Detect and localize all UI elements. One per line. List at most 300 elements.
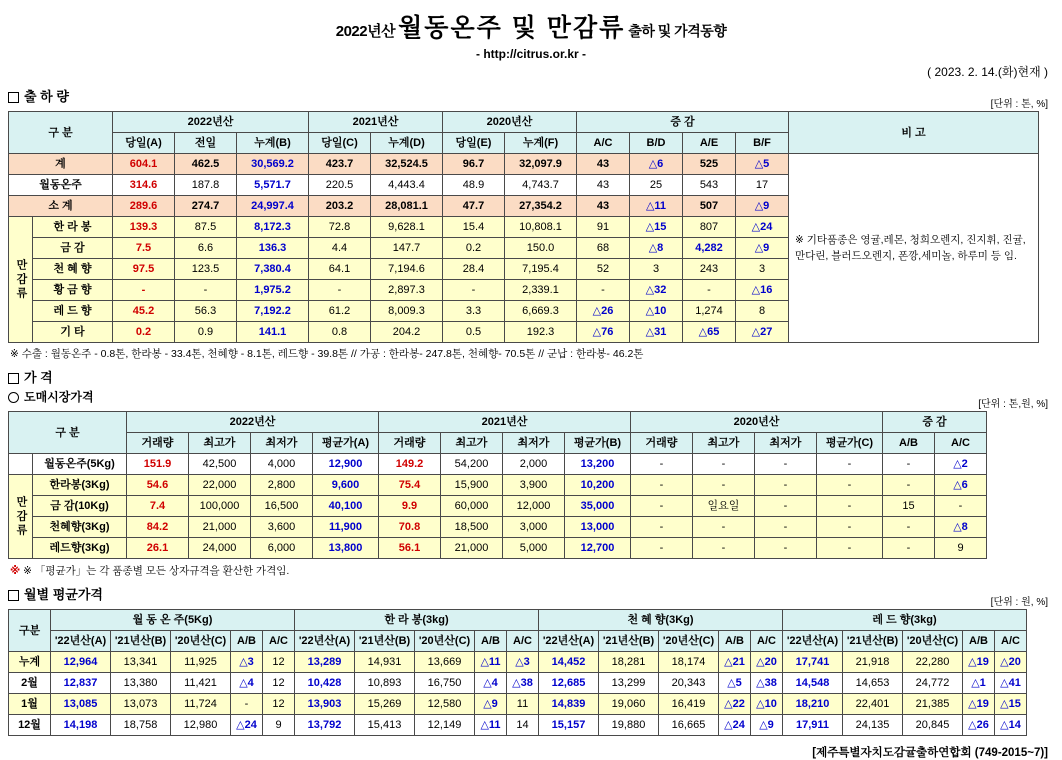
table-cell: 21,000 xyxy=(189,517,251,538)
table-cell: 12,700 xyxy=(565,538,631,559)
table-cell: △41 xyxy=(995,673,1027,694)
table-cell: - xyxy=(883,475,935,496)
monthly-subheader: A/C xyxy=(263,631,295,652)
table-cell: △20 xyxy=(751,652,783,673)
table-cell: 72.8 xyxy=(309,217,371,238)
table-cell: 21,918 xyxy=(843,652,903,673)
table-cell: △11 xyxy=(475,652,507,673)
footer-signature: [제주특별자치도감귤출하연합회 (749-2015~7)] xyxy=(812,747,1048,759)
table-cell: 15.4 xyxy=(443,217,505,238)
table-cell: 15,413 xyxy=(355,715,415,736)
table-cell: 28.4 xyxy=(443,259,505,280)
table-cell: △9 xyxy=(751,715,783,736)
section-wholesale-label: 도매시장가격 xyxy=(24,390,94,404)
table-cell: △11 xyxy=(475,715,507,736)
table-cell: 0.9 xyxy=(175,322,237,343)
shipment-header-2020: 2020년산 xyxy=(443,112,577,133)
shipment-header-2022: 2022년산 xyxy=(113,112,309,133)
table-cell: 15,900 xyxy=(441,475,503,496)
table-cell: △9 xyxy=(736,196,789,217)
price-unit-note: [단위 : 톤,원, %] xyxy=(978,399,1048,410)
monthly-subheader: '20년산(C) xyxy=(171,631,231,652)
source-url: - http://citrus.or.kr - xyxy=(475,47,586,61)
monthly-subheader: '22년산(A) xyxy=(51,631,111,652)
table-cell: △76 xyxy=(577,322,630,343)
table-cell: - xyxy=(309,280,371,301)
table-cell: 11,925 xyxy=(171,652,231,673)
table-cell: 9,600 xyxy=(313,475,379,496)
table-cell: 12 xyxy=(263,673,295,694)
price-header-2021: 2021년산 xyxy=(379,412,631,433)
table-cell: △65 xyxy=(683,322,736,343)
table-cell: 6.6 xyxy=(175,238,237,259)
table-cell: - xyxy=(817,454,883,475)
price-subheader: 최저가 xyxy=(251,433,313,454)
monthly-header-group: 월 동 온 주(5Kg) xyxy=(51,610,295,631)
monthly-subheader: A/C xyxy=(507,631,539,652)
table-cell: 543 xyxy=(683,175,736,196)
table-cell: △9 xyxy=(475,694,507,715)
table-cell: 45.2 xyxy=(113,301,175,322)
table-cell: 13,800 xyxy=(313,538,379,559)
table-cell: 9.9 xyxy=(379,496,441,517)
shipment-unit-note: [단위 : 톤, %] xyxy=(990,99,1048,110)
table-cell: 48.9 xyxy=(443,175,505,196)
table-cell: 150.0 xyxy=(505,238,577,259)
table-cell: - xyxy=(577,280,630,301)
monthly-subheader: '22년산(A) xyxy=(783,631,843,652)
table-cell: - xyxy=(817,517,883,538)
row-group-label-mangam: 만감류 xyxy=(9,217,33,343)
table-cell: △11 xyxy=(630,196,683,217)
table-cell: 11,724 xyxy=(171,694,231,715)
table-cell: 8,172.3 xyxy=(237,217,309,238)
table-cell: 4.4 xyxy=(309,238,371,259)
price-subheader: 최고가 xyxy=(189,433,251,454)
table-cell: 64.1 xyxy=(309,259,371,280)
table-cell: 12,980 xyxy=(171,715,231,736)
table-cell: 9,628.1 xyxy=(371,217,443,238)
table-cell: 22,000 xyxy=(189,475,251,496)
table-cell: 10,428 xyxy=(295,673,355,694)
table-cell: △3 xyxy=(231,652,263,673)
table-cell: 32,524.5 xyxy=(371,154,443,175)
monthly-header-division: 구분 xyxy=(9,610,51,652)
table-cell: △3 xyxy=(507,652,539,673)
row-label: 소 계 xyxy=(9,196,113,217)
table-cell: 30,569.2 xyxy=(237,154,309,175)
table-cell: 24,772 xyxy=(903,673,963,694)
table-cell: - xyxy=(693,454,755,475)
table-cell: 47.7 xyxy=(443,196,505,217)
table-cell: △16 xyxy=(736,280,789,301)
monthly-subheader: A/B xyxy=(231,631,263,652)
table-cell: 28,081.1 xyxy=(371,196,443,217)
table-cell: △4 xyxy=(231,673,263,694)
table-cell: △2 xyxy=(935,454,987,475)
table-cell: 56.3 xyxy=(175,301,237,322)
table-cell: 12,900 xyxy=(313,454,379,475)
table-cell: 11,421 xyxy=(171,673,231,694)
table-cell: 13,669 xyxy=(415,652,475,673)
table-cell: 3.3 xyxy=(443,301,505,322)
table-cell: △38 xyxy=(507,673,539,694)
table-cell: 17,741 xyxy=(783,652,843,673)
price-subheader: 최고가 xyxy=(693,433,755,454)
table-cell: 24,997.4 xyxy=(237,196,309,217)
table-row xyxy=(9,154,1039,175)
table-cell: - xyxy=(755,517,817,538)
table-cell: - xyxy=(817,496,883,517)
table-cell: 1,274 xyxy=(683,301,736,322)
table-cell: 4,743.7 xyxy=(505,175,577,196)
shipment-subheader-ac: A/C xyxy=(577,133,630,154)
table-cell: 15,269 xyxy=(355,694,415,715)
table-cell: 4,000 xyxy=(251,454,313,475)
price-header-change: 증 감 xyxy=(883,412,987,433)
price-subheader: 최저가 xyxy=(755,433,817,454)
section-monthly-label: 월별 평균가격 xyxy=(24,587,103,602)
table-cell: △14 xyxy=(995,715,1027,736)
monthly-subheader: '22년산(A) xyxy=(295,631,355,652)
table-cell: 462.5 xyxy=(175,154,237,175)
monthly-subheader: A/B xyxy=(963,631,995,652)
monthly-subheader: '21년산(B) xyxy=(843,631,903,652)
table-cell: 91 xyxy=(577,217,630,238)
table-row xyxy=(9,694,1027,715)
shipment-subheader-b: 누계(B) xyxy=(237,133,309,154)
table-cell: 18,500 xyxy=(441,517,503,538)
price-subheader: A/B xyxy=(883,433,935,454)
price-subheader: 거래량 xyxy=(127,433,189,454)
row-label: 월동온주 xyxy=(9,175,113,196)
table-cell: - xyxy=(883,517,935,538)
table-cell: - xyxy=(755,496,817,517)
table-cell: 13,073 xyxy=(111,694,171,715)
row-label: 금 감 xyxy=(33,238,113,259)
price-header-2020: 2020년산 xyxy=(631,412,883,433)
table-cell: 14,653 xyxy=(843,673,903,694)
table-cell: - xyxy=(443,280,505,301)
table-cell: △15 xyxy=(630,217,683,238)
table-cell: 40,100 xyxy=(313,496,379,517)
monthly-subheader: A/B xyxy=(719,631,751,652)
table-cell: △32 xyxy=(630,280,683,301)
table-cell: 61.2 xyxy=(309,301,371,322)
document-title xyxy=(0,0,1062,44)
shipment-subheader-ae: A/E xyxy=(683,133,736,154)
price-subheader: 평균가(B) xyxy=(565,433,631,454)
table-cell: 7.4 xyxy=(127,496,189,517)
price-footnote xyxy=(10,563,1062,578)
table-cell: △8 xyxy=(935,517,987,538)
table-cell: 12,964 xyxy=(51,652,111,673)
table-cell: 9 xyxy=(263,715,295,736)
table-cell: 22,280 xyxy=(903,652,963,673)
row-label: 2월 xyxy=(9,673,51,694)
table-cell: - xyxy=(631,475,693,496)
table-cell: 1,975.2 xyxy=(237,280,309,301)
section-price-heading xyxy=(8,367,1062,386)
table-cell: 75.4 xyxy=(379,475,441,496)
table-cell: 13,289 xyxy=(295,652,355,673)
table-cell: - xyxy=(693,538,755,559)
price-subheader: 최저가 xyxy=(503,433,565,454)
table-cell: 13,299 xyxy=(599,673,659,694)
table-cell: △10 xyxy=(630,301,683,322)
square-bullet-icon xyxy=(8,373,19,384)
row-label: 12월 xyxy=(9,715,51,736)
table-cell: 11 xyxy=(507,694,539,715)
table-cell: 100,000 xyxy=(189,496,251,517)
table-cell: 14 xyxy=(507,715,539,736)
table-cell: 18,210 xyxy=(783,694,843,715)
row-label: 한 라 봉 xyxy=(33,217,113,238)
table-cell: - xyxy=(631,496,693,517)
monthly-table xyxy=(8,609,1027,736)
price-footnote-text: ※ 「평균가」는 각 품종별 모든 상자규격을 환산한 가격임. xyxy=(23,565,290,577)
table-cell: 7,195.4 xyxy=(505,259,577,280)
table-row xyxy=(9,538,987,559)
shipment-table xyxy=(8,111,1039,343)
row-label: 금 감(10Kg) xyxy=(33,496,127,517)
table-cell: 2,339.1 xyxy=(505,280,577,301)
table-cell: 84.2 xyxy=(127,517,189,538)
table-cell: △5 xyxy=(719,673,751,694)
table-cell: - xyxy=(755,538,817,559)
table-cell: 12,000 xyxy=(503,496,565,517)
table-cell: 12 xyxy=(263,694,295,715)
table-cell: △19 xyxy=(963,694,995,715)
circle-bullet-icon xyxy=(8,392,19,403)
price-subheader: 거래량 xyxy=(631,433,693,454)
price-subheader: 거래량 xyxy=(379,433,441,454)
table-cell: 24,135 xyxy=(843,715,903,736)
monthly-subheader: '21년산(B) xyxy=(111,631,171,652)
table-cell: 139.3 xyxy=(113,217,175,238)
table-cell: 13,341 xyxy=(111,652,171,673)
monthly-subheader: '20년산(C) xyxy=(903,631,963,652)
table-cell: 12,580 xyxy=(415,694,475,715)
row-group-spacer xyxy=(9,454,33,475)
monthly-subheader: A/C xyxy=(995,631,1027,652)
table-cell: 15,157 xyxy=(539,715,599,736)
table-cell: 243 xyxy=(683,259,736,280)
table-cell: 20,845 xyxy=(903,715,963,736)
monthly-subheader: '20년산(C) xyxy=(415,631,475,652)
row-label: 누계 xyxy=(9,652,51,673)
shipment-subheader-bd: B/D xyxy=(630,133,683,154)
table-cell: 일요일 xyxy=(693,496,755,517)
shipment-subheader-c: 당일(C) xyxy=(309,133,371,154)
table-cell: 12,149 xyxy=(415,715,475,736)
table-cell: 8 xyxy=(736,301,789,322)
table-cell: △20 xyxy=(995,652,1027,673)
table-cell: 15 xyxy=(883,496,935,517)
table-cell: 14,839 xyxy=(539,694,599,715)
table-cell: - xyxy=(631,538,693,559)
table-cell: △6 xyxy=(630,154,683,175)
table-cell: - xyxy=(935,496,987,517)
monthly-subheader: '21년산(B) xyxy=(355,631,415,652)
table-cell: 17 xyxy=(736,175,789,196)
table-cell: 807 xyxy=(683,217,736,238)
table-cell: - xyxy=(683,280,736,301)
table-cell: 43 xyxy=(577,175,630,196)
table-cell: △26 xyxy=(963,715,995,736)
table-cell: 12 xyxy=(263,652,295,673)
table-cell: 70.8 xyxy=(379,517,441,538)
table-cell: 314.6 xyxy=(113,175,175,196)
title-year: 2022년산 xyxy=(335,23,396,40)
table-cell: 0.2 xyxy=(443,238,505,259)
table-row xyxy=(9,454,987,475)
row-label: 천혜향(3Kg) xyxy=(33,517,127,538)
table-cell: 141.1 xyxy=(237,322,309,343)
table-cell: 6,000 xyxy=(251,538,313,559)
table-cell: 16,665 xyxy=(659,715,719,736)
row-label: 계 xyxy=(9,154,113,175)
table-cell: △19 xyxy=(963,652,995,673)
table-cell: △9 xyxy=(736,238,789,259)
table-cell: 2,000 xyxy=(503,454,565,475)
table-cell: 604.1 xyxy=(113,154,175,175)
shipment-subheader-prev: 전일 xyxy=(175,133,237,154)
table-row xyxy=(9,496,987,517)
table-cell: 54.6 xyxy=(127,475,189,496)
table-cell: 7.5 xyxy=(113,238,175,259)
table-cell: 6,669.3 xyxy=(505,301,577,322)
table-cell: △4 xyxy=(475,673,507,694)
table-cell: 289.6 xyxy=(113,196,175,217)
table-cell: △24 xyxy=(736,217,789,238)
square-bullet-icon xyxy=(8,92,19,103)
table-cell: 14,548 xyxy=(783,673,843,694)
table-cell: 147.7 xyxy=(371,238,443,259)
table-cell: △5 xyxy=(736,154,789,175)
table-cell: 43 xyxy=(577,154,630,175)
table-cell: 14,198 xyxy=(51,715,111,736)
table-cell: 3 xyxy=(736,259,789,280)
table-cell: 18,174 xyxy=(659,652,719,673)
table-cell: 4,443.4 xyxy=(371,175,443,196)
table-cell: △31 xyxy=(630,322,683,343)
table-cell: 24,000 xyxy=(189,538,251,559)
table-cell: 21,000 xyxy=(441,538,503,559)
table-cell: △24 xyxy=(231,715,263,736)
table-cell: △15 xyxy=(995,694,1027,715)
table-cell: - xyxy=(755,475,817,496)
price-header-division: 구 분 xyxy=(9,412,127,454)
table-cell: - xyxy=(693,475,755,496)
table-cell: - xyxy=(817,475,883,496)
table-cell: △24 xyxy=(719,715,751,736)
row-group-label-mangam: 만감류 xyxy=(9,475,33,559)
table-cell: 68 xyxy=(577,238,630,259)
table-cell: △22 xyxy=(719,694,751,715)
table-cell: 4,282 xyxy=(683,238,736,259)
monthly-header-group: 레 드 향(3kg) xyxy=(783,610,1027,631)
monthly-header-group: 한 라 봉(3kg) xyxy=(295,610,539,631)
table-cell: 87.5 xyxy=(175,217,237,238)
table-cell: 56.1 xyxy=(379,538,441,559)
row-label: 월동온주(5Kg) xyxy=(33,454,127,475)
table-cell: 60,000 xyxy=(441,496,503,517)
table-cell: △27 xyxy=(736,322,789,343)
monthly-subheader: '21년산(B) xyxy=(599,631,659,652)
table-cell: 13,792 xyxy=(295,715,355,736)
table-cell: △21 xyxy=(719,652,751,673)
table-cell: 13,085 xyxy=(51,694,111,715)
table-cell: - xyxy=(883,538,935,559)
table-cell: 18,758 xyxy=(111,715,171,736)
shipment-header-2021: 2021년산 xyxy=(309,112,443,133)
monthly-subheader: '20년산(C) xyxy=(659,631,719,652)
table-cell: 3,600 xyxy=(251,517,313,538)
row-label: 황 금 향 xyxy=(33,280,113,301)
monthly-subheader: A/C xyxy=(751,631,783,652)
table-row xyxy=(9,517,987,538)
shipment-remark-note: ※ 기타품종은 영귤,레몬, 청희오렌지, 진지휘, 진귤, 만다린, 블러드오렌지, 폰깡,세미놀, 하루미 등 임. xyxy=(789,154,1039,343)
table-cell: 151.9 xyxy=(127,454,189,475)
table-cell: 0.2 xyxy=(113,322,175,343)
title-sub: 출하 및 가격동향 xyxy=(628,23,727,39)
table-cell: 136.3 xyxy=(237,238,309,259)
monthly-subheader: A/B xyxy=(475,631,507,652)
table-cell: 10,200 xyxy=(565,475,631,496)
price-table xyxy=(8,411,987,559)
price-subheader: A/C xyxy=(935,433,987,454)
table-cell: 42,500 xyxy=(189,454,251,475)
table-cell: 27,354.2 xyxy=(505,196,577,217)
row-label: 1월 xyxy=(9,694,51,715)
price-subheader: 평균가(A) xyxy=(313,433,379,454)
section-shipment-label: 출 하 량 xyxy=(24,89,69,104)
table-cell: 2,897.3 xyxy=(371,280,443,301)
as-of-date: ( 2023. 2. 14.(화)현재 ) xyxy=(927,65,1048,79)
table-cell: 9 xyxy=(935,538,987,559)
price-footnote-mark: ※ xyxy=(10,565,21,577)
table-cell: 12,685 xyxy=(539,673,599,694)
section-price-label: 가 격 xyxy=(24,370,53,385)
table-cell: 7,192.2 xyxy=(237,301,309,322)
table-cell: 11,900 xyxy=(313,517,379,538)
table-cell: 14,931 xyxy=(355,652,415,673)
monthly-header-group: 천 혜 향(3Kg) xyxy=(539,610,783,631)
table-cell: 0.8 xyxy=(309,322,371,343)
table-cell: - xyxy=(113,280,175,301)
table-cell: 16,500 xyxy=(251,496,313,517)
shipment-header-change: 증 감 xyxy=(577,112,789,133)
table-cell: 203.2 xyxy=(309,196,371,217)
table-cell: △38 xyxy=(751,673,783,694)
shipment-header-division: 구 분 xyxy=(9,112,113,154)
table-cell: 423.7 xyxy=(309,154,371,175)
table-cell: 0.5 xyxy=(443,322,505,343)
table-cell: 13,903 xyxy=(295,694,355,715)
table-cell: △1 xyxy=(963,673,995,694)
table-cell: 123.5 xyxy=(175,259,237,280)
monthly-subheader: '22년산(A) xyxy=(539,631,599,652)
table-cell: 16,750 xyxy=(415,673,475,694)
table-cell: 32,097.9 xyxy=(505,154,577,175)
table-cell: 187.8 xyxy=(175,175,237,196)
table-cell: 7,194.6 xyxy=(371,259,443,280)
table-cell: 13,000 xyxy=(565,517,631,538)
table-cell: 149.2 xyxy=(379,454,441,475)
table-cell: 35,000 xyxy=(565,496,631,517)
table-cell: △26 xyxy=(577,301,630,322)
